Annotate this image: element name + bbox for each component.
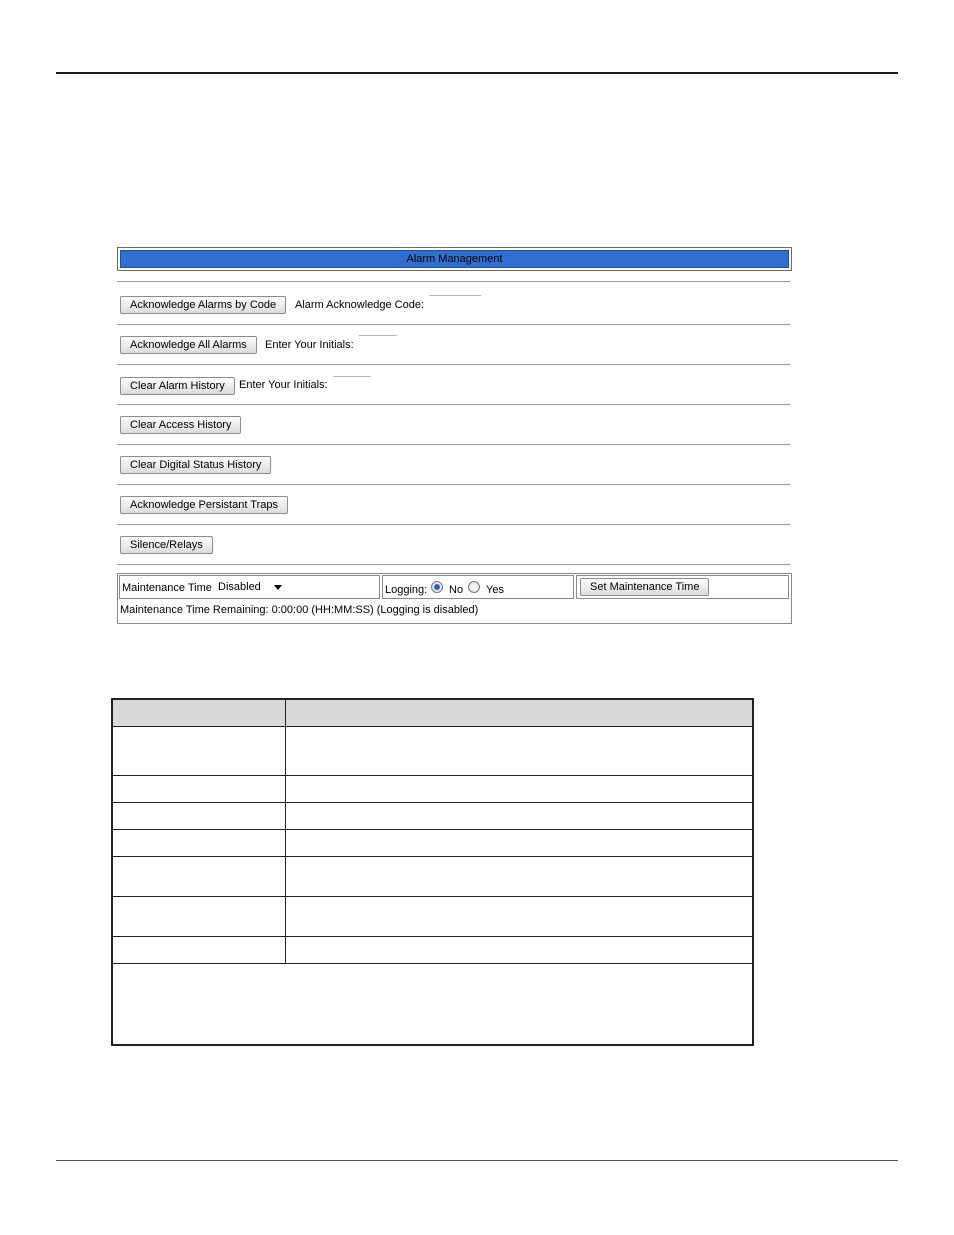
logging-cell — [382, 575, 574, 599]
chevron-down-icon — [274, 585, 282, 590]
alarm-acknowledge-code-input[interactable] — [429, 295, 481, 296]
table-row — [113, 896, 752, 897]
clear-alarm-initials-input[interactable] — [333, 376, 371, 377]
logging-label: Logging: — [385, 584, 428, 596]
acknowledge-all-alarms-button[interactable]: Acknowledge All Alarms — [120, 336, 257, 354]
acknowledge-persistant-traps-button[interactable]: Acknowledge Persistant Traps — [120, 496, 288, 514]
divider — [117, 524, 790, 525]
maintenance-time-label: Maintenance Time — [122, 582, 212, 594]
acknowledge-alarms-by-code-button[interactable]: Acknowledge Alarms by Code — [120, 296, 286, 314]
logging-no-radio[interactable] — [431, 581, 443, 593]
page-bottom-rule — [56, 1160, 898, 1161]
panel-header — [117, 247, 792, 271]
table-row — [113, 856, 752, 857]
enter-initials-label: Enter Your Initials: — [239, 379, 328, 391]
maintenance-time-value: Disabled — [218, 581, 261, 593]
set-maintenance-time-button[interactable]: Set Maintenance Time — [580, 578, 709, 596]
description-table — [111, 698, 754, 1046]
maintenance-time-select[interactable] — [216, 580, 286, 594]
ack-all-initials-input[interactable] — [359, 335, 397, 336]
enter-initials-label: Enter Your Initials: — [265, 339, 354, 351]
logging-no-label: No — [449, 584, 464, 596]
table-row — [113, 802, 752, 803]
page-top-rule — [56, 72, 898, 74]
divider — [117, 484, 790, 485]
clear-alarm-history-button[interactable]: Clear Alarm History — [120, 377, 235, 395]
table-row — [113, 829, 752, 830]
table-header-row — [113, 700, 752, 727]
table-row — [113, 963, 752, 964]
divider — [117, 364, 790, 365]
clear-digital-status-history-button[interactable]: Clear Digital Status History — [120, 456, 271, 474]
maintenance-time-cell — [119, 575, 380, 599]
logging-yes-radio[interactable] — [468, 581, 480, 593]
panel-title: Alarm Management — [120, 250, 789, 268]
logging-yes-label: Yes — [486, 584, 504, 596]
alarm-acknowledge-code-label: Alarm Acknowledge Code: — [295, 299, 425, 311]
divider — [117, 444, 790, 445]
maintenance-section — [117, 573, 792, 624]
maintenance-remaining-text: Maintenance Time Remaining: 0:00:00 (HH:MM:SS) (Logging is disabled) — [120, 604, 479, 616]
silence-relays-button[interactable]: Silence/Relays — [120, 536, 213, 554]
table-column-divider — [285, 700, 286, 964]
set-maintenance-cell — [576, 575, 789, 599]
table-row — [113, 775, 752, 776]
clear-access-history-button[interactable]: Clear Access History — [120, 416, 241, 434]
divider — [117, 564, 790, 565]
table-row — [113, 936, 752, 937]
alarm-management-panel — [117, 247, 792, 625]
divider — [117, 324, 790, 325]
divider — [117, 281, 790, 282]
divider — [117, 404, 790, 405]
